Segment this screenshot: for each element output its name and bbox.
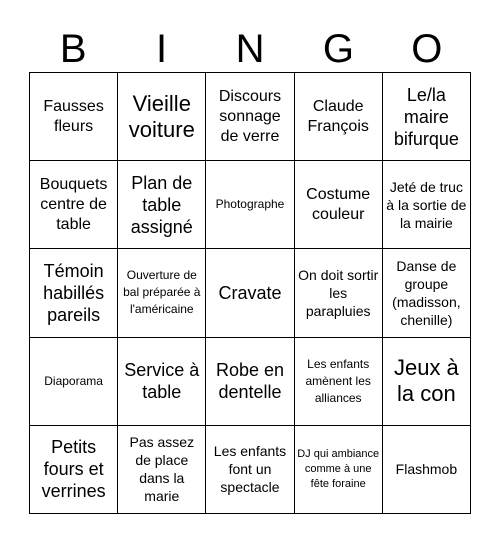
bingo-cell-label: Jeté de truc à la sortie de la mairie xyxy=(386,178,467,231)
bingo-cell[interactable] xyxy=(118,73,206,161)
bingo-cell[interactable] xyxy=(206,338,294,426)
bingo-cell[interactable] xyxy=(206,249,294,337)
bingo-cell-label: Pas assez de place dans la marie xyxy=(129,434,195,505)
bingo-cell-label: Fausses fleurs xyxy=(43,97,104,135)
bingo-cell[interactable] xyxy=(118,338,206,426)
bingo-header xyxy=(29,26,471,72)
bingo-cell-label: Flashmob xyxy=(395,461,458,478)
bingo-cell[interactable] xyxy=(295,73,383,161)
bingo-cell-label: DJ qui ambiance comme à une fête foraine xyxy=(297,447,380,490)
bingo-cell[interactable] xyxy=(383,161,471,249)
bingo-cell-label: Plan de table assigné xyxy=(130,172,193,237)
bingo-cell[interactable] xyxy=(295,249,383,337)
bingo-cell[interactable] xyxy=(295,426,383,514)
bingo-cell-label: Claude François xyxy=(307,97,369,135)
bingo-cell[interactable] xyxy=(118,249,206,337)
bingo-cell[interactable] xyxy=(30,161,118,249)
bingo-card xyxy=(29,72,471,514)
bingo-cell-label: Costume couleur xyxy=(306,185,371,223)
bingo-cell-label: On doit sortir les parapluies xyxy=(298,266,379,319)
bingo-cell-label: Ouverture de bal préparée à l'américaine xyxy=(123,268,201,317)
bingo-cell-label: Petits fours et verrines xyxy=(41,437,106,502)
bingo-cell[interactable] xyxy=(383,249,471,337)
header-letter-n: N xyxy=(235,27,265,71)
bingo-cell-label: Les enfants amènent les alliances xyxy=(305,356,371,405)
bingo-cell[interactable] xyxy=(30,249,118,337)
bingo-cell[interactable] xyxy=(30,338,118,426)
bingo-cell[interactable] xyxy=(30,73,118,161)
bingo-cell-label: Danse de groupe (madisson, chenille) xyxy=(392,257,461,328)
bingo-cell[interactable] xyxy=(383,73,471,161)
bingo-cell[interactable] xyxy=(206,426,294,514)
bingo-cell-label: Cravate xyxy=(218,282,282,303)
bingo-cell[interactable] xyxy=(206,73,294,161)
bingo-cell[interactable] xyxy=(383,426,471,514)
bingo-cell-label: Jeux à la con xyxy=(393,355,459,407)
header-letter-b: B xyxy=(59,27,87,71)
bingo-cell-label: Les enfants font un spectacle xyxy=(213,443,287,496)
bingo-cell[interactable] xyxy=(30,426,118,514)
bingo-cell-label: Service à table xyxy=(124,360,200,403)
bingo-cell-label: Discours sonnage de verre xyxy=(218,87,282,145)
bingo-cell[interactable] xyxy=(383,338,471,426)
bingo-cell-label: Témoin habillés pareils xyxy=(43,260,105,325)
bingo-cell-label: Diaporama xyxy=(44,373,103,388)
header-letter-i: I xyxy=(156,27,168,71)
bingo-cell[interactable] xyxy=(295,338,383,426)
bingo-cell[interactable] xyxy=(295,161,383,249)
bingo-cell[interactable] xyxy=(118,426,206,514)
header-letter-g: G xyxy=(322,27,354,71)
bingo-cell-label: Bouquets centre de table xyxy=(39,175,108,233)
bingo-cell-label: Vieille voiture xyxy=(128,90,195,142)
bingo-cell-label: Photographe xyxy=(215,197,285,212)
bingo-cell-label: Le/la maire bifurque xyxy=(393,84,459,149)
bingo-cell[interactable] xyxy=(118,161,206,249)
bingo-cell-label: Robe en dentelle xyxy=(215,360,285,403)
bingo-cell[interactable] xyxy=(206,161,294,249)
header-letter-o: O xyxy=(411,27,443,71)
